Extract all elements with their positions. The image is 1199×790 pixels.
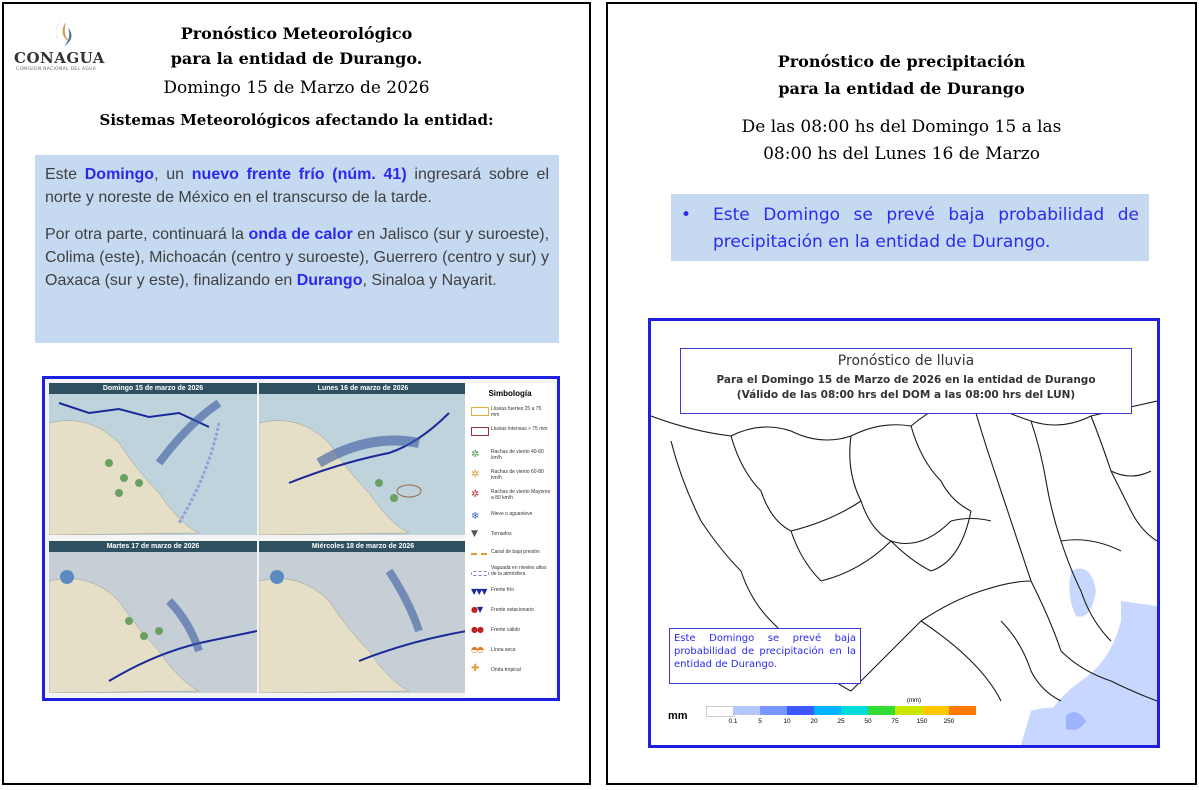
map-title: Martes 17 de marzo de 2026 — [49, 541, 257, 552]
scale-unit-label: (mm) — [907, 698, 921, 704]
paragraph-heatwave — [45, 223, 549, 292]
map-graphic — [49, 541, 257, 693]
scale-swatch — [760, 706, 787, 715]
scale-tick-label: 20 — [810, 718, 818, 725]
map-note: Este Domingo se prevé baja probabilidad de precipitación en la entidad de Durango. — [669, 628, 861, 684]
legend-item: Rachas de viento 40-60 km/h — [491, 449, 544, 461]
legend-item: Lluvias intensas > 75 mm — [491, 426, 548, 432]
legend-item: Onda tropical — [491, 667, 521, 673]
precip-title-line1: Pronóstico de precipitación — [777, 52, 1026, 71]
map-sunday — [49, 383, 257, 535]
tornado-icon: ▼ — [471, 529, 478, 539]
map-title-box — [680, 348, 1132, 414]
scale-tick-label: 10 — [783, 718, 791, 725]
scale-tick-label: 25 — [837, 718, 845, 725]
scale-swatch — [949, 706, 976, 715]
legend-item: Canal de baja presión — [491, 549, 540, 555]
wind-gust-severe-icon: ✲ — [471, 489, 480, 500]
rain-forecast-map — [648, 318, 1160, 748]
precip-summary-text: Este Domingo se prevé baja probabilidad de precipitación en la entidad de Durango. — [713, 205, 1139, 252]
low-pressure-trough-icon — [471, 553, 487, 555]
legend-title: Simbología — [488, 389, 532, 398]
snow-icon: ❄ — [471, 511, 480, 522]
heavy-rain-icon — [471, 407, 489, 416]
left-panel — [2, 2, 591, 785]
wind-gust-strong-icon: ✲ — [471, 469, 480, 480]
text: ingresará sobre el norte y noreste de México en el transcurso de la tarde. — [45, 166, 550, 206]
text: Por otra parte, continuará la — [45, 226, 249, 243]
map-legend — [465, 383, 555, 697]
legend-item: Frente estacionario — [491, 607, 534, 613]
highlight: onda de calor — [248, 226, 353, 243]
stationary-front-icon: ●▼ — [471, 605, 483, 614]
text: , Sinaloa y Nayarit. — [362, 272, 497, 289]
legend-item: Rachas de viento Mayores a 80 km/h — [491, 489, 551, 501]
legend-item: Lluvias fuertes 25 a 75 mm — [491, 406, 542, 418]
map-wednesday — [259, 541, 467, 693]
scale-swatch — [868, 706, 895, 715]
legend-item: Frente cálido — [491, 627, 520, 633]
scale-swatch — [922, 706, 949, 715]
map-tuesday — [49, 541, 257, 693]
paragraph-front — [45, 163, 549, 209]
text: Este — [45, 166, 85, 183]
logo-subtext: COMISIÓN NACIONAL DEL AGUA — [16, 67, 97, 72]
intense-rain-icon — [471, 427, 489, 436]
scale-swatch — [787, 706, 814, 715]
legend-item: Línea seca — [491, 647, 516, 653]
map-subtitle: Para el Domingo 15 de Marzo de 2026 en la entidad de Durango — [716, 374, 1096, 386]
validity-line2: 08:00 hs del Lunes 16 de Marzo — [763, 144, 1040, 164]
map-title: Domingo 15 de marzo de 2026 — [49, 383, 257, 394]
scale-tick-label: 150 — [916, 718, 928, 725]
scale-swatch — [814, 706, 841, 715]
forecast-date: Domingo 15 de Marzo de 2026 — [163, 78, 430, 98]
systems-heading: Sistemas Meteorológicos afectando la entidad: — [99, 111, 494, 129]
logo-wordmark: CONAGUA — [14, 49, 105, 67]
forecast-title-line1: Pronóstico Meteorológico — [180, 24, 413, 43]
scale-swatch — [841, 706, 868, 715]
scale-tick-label: 50 — [864, 718, 872, 725]
text: en Jalisco (sur y suroeste), Colima (este), Michoacán (centro y suroeste), Guerrero (centro y sur) y Oaxaca (sur y este), finalizando en — [45, 226, 550, 289]
legend-item: Vaguada en niveles altos de la atmósfera — [491, 565, 547, 577]
legend-item: Tornados — [491, 531, 512, 537]
precip-summary-box — [671, 194, 1149, 261]
precip-title-line2: para la entidad de Durango — [778, 79, 1025, 98]
scale-tick-label: 5 — [758, 718, 762, 725]
scale-tick-label: 0.1 — [728, 718, 738, 725]
cold-front-icon: ▼▼▼ — [471, 587, 487, 596]
map-graphic — [49, 383, 257, 535]
scale-tick-label: 75 — [891, 718, 899, 725]
right-panel — [606, 2, 1197, 785]
legend-item: Nieve o aguanieve — [491, 511, 533, 517]
scale-swatch — [895, 706, 922, 715]
map-title: Miércoles 18 de marzo de 2026 — [259, 541, 467, 552]
unit-label: mm — [668, 710, 688, 722]
wind-gust-icon: ✲ — [471, 449, 480, 460]
weather-systems-maps — [42, 376, 560, 701]
warm-front-icon: ●● — [471, 625, 483, 634]
upper-trough-icon — [471, 571, 489, 576]
highlight: Durango — [296, 272, 363, 289]
bullet-icon: • — [681, 205, 692, 225]
scale-swatch — [706, 706, 735, 717]
legend-item: Rachas de viento 60-80 km/h — [491, 469, 544, 481]
highlight: Domingo — [84, 166, 155, 183]
systems-description — [35, 155, 559, 343]
tropical-wave-icon: ✚ — [471, 663, 480, 674]
map-title: Lunes 16 de marzo de 2026 — [259, 383, 467, 394]
map-validity: (Válido de las 08:00 hrs del DOM a las 08:00 hrs del LUN) — [736, 389, 1076, 401]
legend-item: Frente frío — [491, 587, 515, 593]
scale-swatch — [733, 706, 760, 715]
scale-tick-label: 250 — [943, 718, 955, 725]
map-graphic — [259, 541, 467, 693]
highlight: nuevo frente frío (núm. 41) — [191, 166, 407, 183]
validity-line1: De las 08:00 hs del Domingo 15 a las — [741, 117, 1062, 137]
text: , un — [154, 166, 192, 183]
forecast-title-line2: para la entidad de Durango. — [170, 49, 423, 68]
dry-line-icon: ◓◓ — [471, 645, 483, 654]
map-monday — [259, 383, 467, 535]
map-graphic — [259, 383, 467, 535]
map-title: Pronóstico de lluvia — [837, 353, 975, 369]
